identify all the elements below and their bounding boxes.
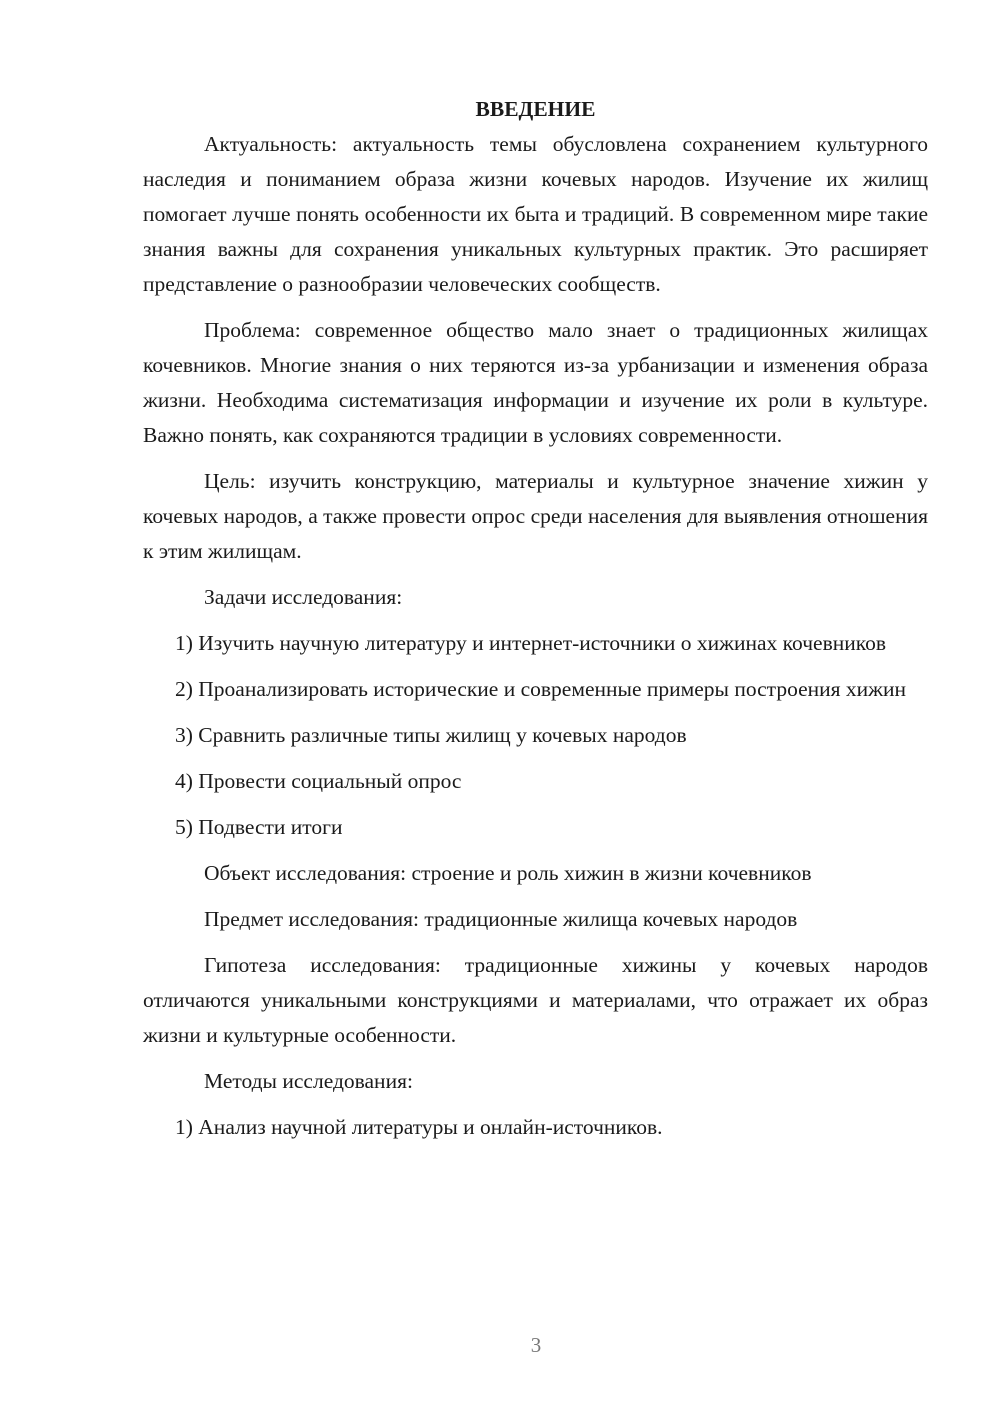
method-item-1: 1) Анализ научной литературы и онлайн-источников. — [175, 1115, 663, 1139]
subject-paragraph: Предмет исследования: традиционные жилища кочевых народов — [204, 907, 798, 931]
tasks-label: Задачи исследования: — [204, 585, 403, 609]
problem-paragraph: Проблема: современное общество мало знает о традиционных жилищах кочевников. Многие знания о них теряются из-за урбанизации и изменения образа жизни. Необходима систематизация информации и изучение их роли в культуре. Важно понять, как сохраняются традиции в условиях современности. — [143, 318, 928, 447]
hypothesis-paragraph: Гипотеза исследования: традиционные хижины у кочевых народов отличаются уникальными конструкциями и материалами, что отражает их образ жизни и культурные особенности. — [143, 953, 928, 1047]
page-content — [143, 92, 928, 1156]
object-paragraph: Объект исследования: строение и роль хижин в жизни кочевников — [204, 861, 812, 885]
methods-label: Методы исследования: — [204, 1069, 413, 1093]
task-item-5: 5) Подвести итоги — [175, 815, 343, 839]
section-title: ВВЕДЕНИЕ — [475, 97, 596, 121]
page-number: 3 — [530, 1333, 542, 1357]
relevance-paragraph: Актуальность: актуальность темы обусловлена сохранением культурного наследия и пониманием образа жизни кочевых народов. Изучение их жилищ помогает лучше понять особенности их быта и традиций. В современном мире такие знания важны для сохранения уникальных культурных практик. Это расширяет представление о разнообразии человеческих сообществ. — [143, 132, 928, 296]
task-item-4: 4) Провести социальный опрос — [175, 769, 462, 793]
task-item-2: 2) Проанализировать исторические и современные примеры построения хижин — [175, 677, 907, 701]
task-item-3: 3) Сравнить различные типы жилищ у кочевых народов — [175, 723, 687, 747]
goal-paragraph: Цель: изучить конструкцию, материалы и культурное значение хижин у кочевых народов, а также провести опрос среди населения для выявления отношения к этим жилищам. — [143, 469, 928, 563]
task-item-1: 1) Изучить научную литературу и интернет-источники о хижинах кочевников — [175, 631, 887, 655]
